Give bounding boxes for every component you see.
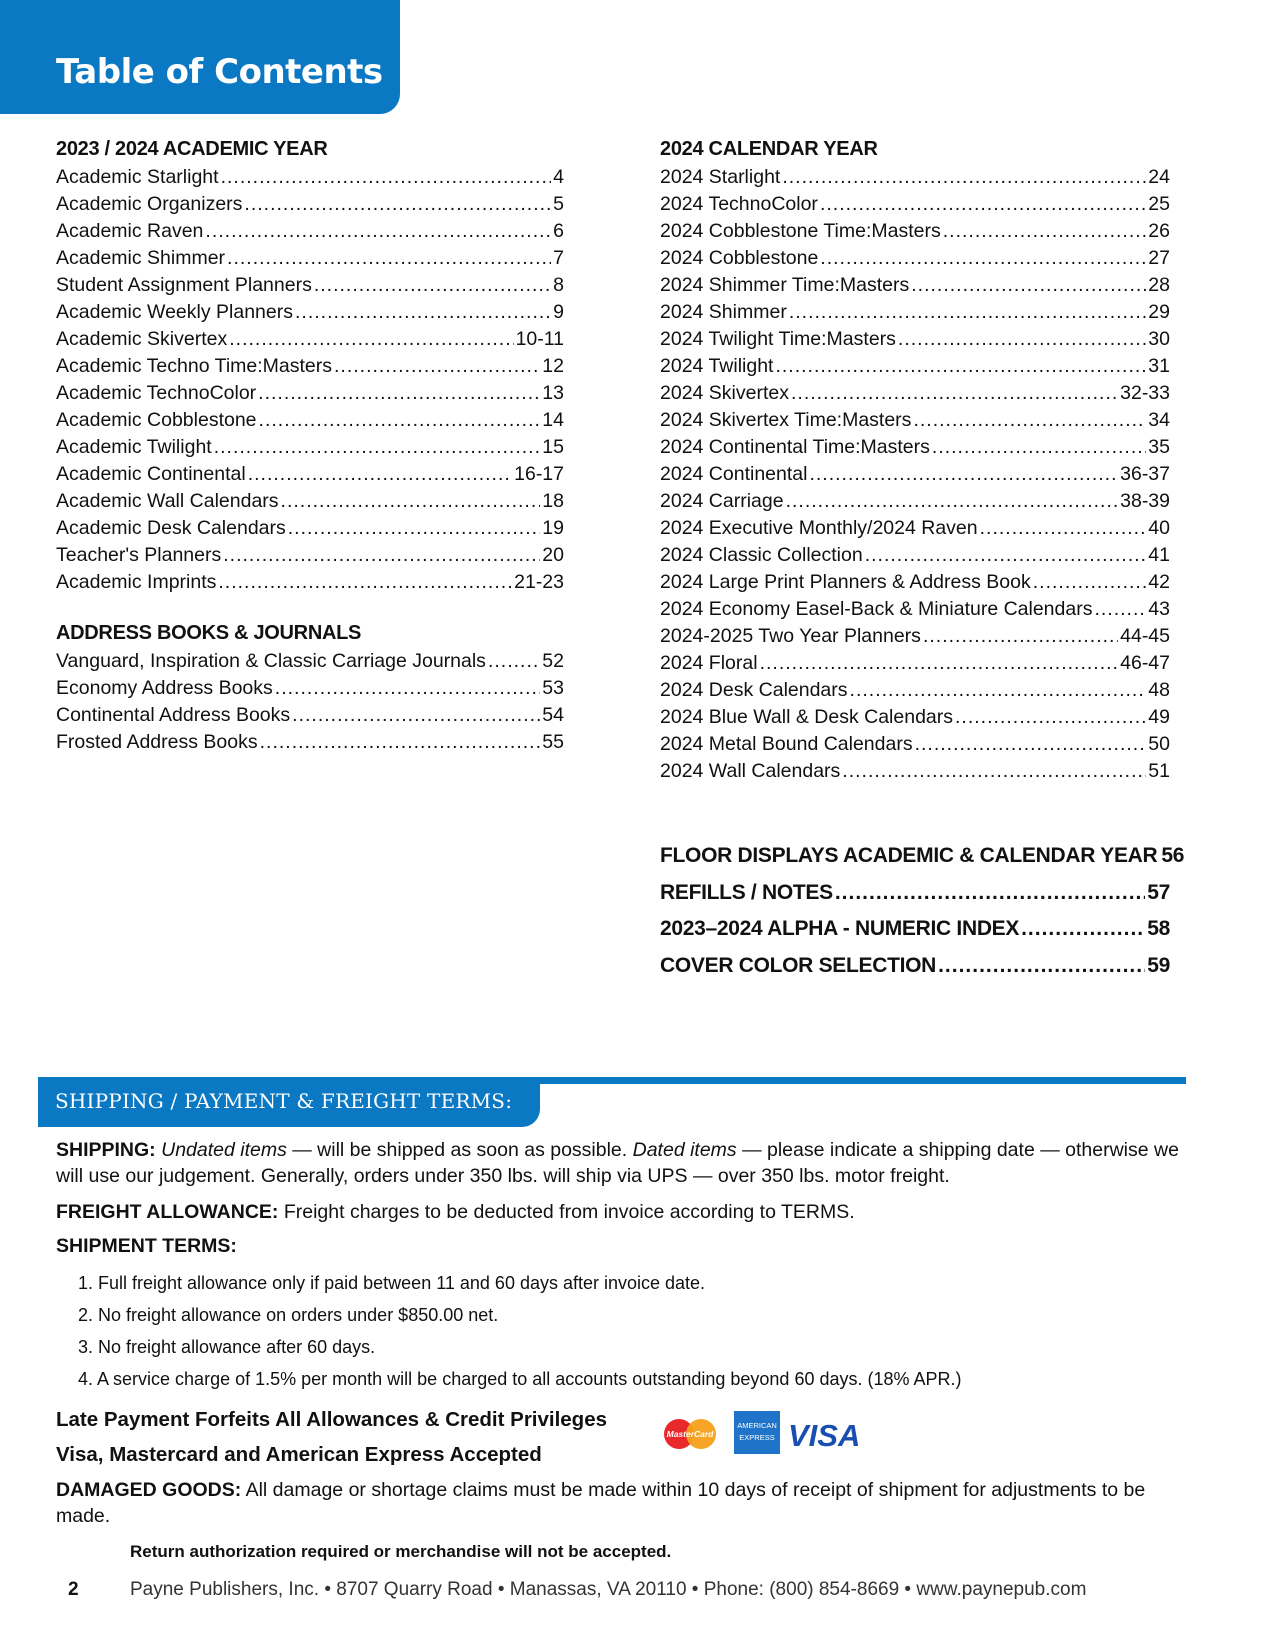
toc-entry-page: 9 <box>553 301 564 323</box>
toc-entry-page: 26 <box>1148 220 1170 242</box>
toc-entry-page: 31 <box>1148 355 1170 377</box>
dot-leader <box>248 461 512 488</box>
toc-entry-page: 18 <box>542 490 564 512</box>
toc-entry-page: 4 <box>553 166 564 188</box>
dot-leader <box>850 677 1147 704</box>
footer-contact: Payne Publishers, Inc. • 8707 Quarry Road • Manassas, VA 20110 • Phone: (800) 854-8669 • www.paynepub.com <box>130 1579 1087 1600</box>
toc-entry <box>660 191 1170 218</box>
toc-entry <box>660 245 1170 272</box>
shipping-label: SHIPPING: <box>56 1139 156 1161</box>
toc-entry-title: 2024 Cobblestone Time:Masters <box>660 220 941 242</box>
dot-leader <box>488 648 540 675</box>
toc-entry-title: Academic Skivertex <box>56 328 228 350</box>
toc-entry-title: Teacher's Planners <box>56 544 222 566</box>
dot-leader <box>932 434 1146 461</box>
toc-entry-title: Continental Address Books <box>56 704 291 726</box>
toc-entry-title: 2024 TechnoColor <box>660 193 818 215</box>
toc-entry <box>660 515 1170 542</box>
toc-entry-title: Academic Cobblestone <box>56 409 257 431</box>
toc-entry-page: 14 <box>542 409 564 431</box>
dot-leader <box>259 407 541 434</box>
toc-entry-page: 57 <box>1147 880 1170 904</box>
toc-entry-page: 40 <box>1148 517 1170 539</box>
toc-entry-title: Academic Shimmer <box>56 247 226 269</box>
toc-entry <box>660 623 1170 650</box>
toc-entry-page: 38-39 <box>1120 490 1170 512</box>
dot-leader <box>898 326 1146 353</box>
undated-label: Undated items <box>161 1139 287 1161</box>
toc-entry-title: Academic Organizers <box>56 193 243 215</box>
toc-entry <box>660 758 1170 785</box>
left-column <box>56 134 564 756</box>
term-item: 2. No freight allowance on orders under $850.00 net. <box>78 1305 499 1325</box>
toc-entry <box>660 407 1170 434</box>
toc-entry-page: 48 <box>1148 679 1170 701</box>
toc-entry-title: 2024 Wall Calendars <box>660 760 841 782</box>
toc-entry <box>660 380 1170 407</box>
toc-entry-title: 2024 Continental Time:Masters <box>660 436 930 458</box>
damaged-label: DAMAGED GOODS: <box>56 1479 242 1501</box>
toc-entry-title: 2024 Blue Wall & Desk Calendars <box>660 706 954 728</box>
toc-entry-page: 21-23 <box>514 571 564 593</box>
toc-entry <box>56 326 564 353</box>
toc-entry-title: Academic Continental <box>56 463 246 485</box>
toc-entry-title: 2024 Starlight <box>660 166 781 188</box>
toc-entry-page: 19 <box>542 517 564 539</box>
dot-leader <box>281 488 541 515</box>
toc-entry-page: 56 <box>1161 844 1185 867</box>
dot-leader <box>980 515 1147 542</box>
dot-leader <box>221 164 552 191</box>
toc-entry-title: 2024 Shimmer <box>660 301 787 323</box>
toc-entry <box>56 488 564 515</box>
shipping-terms <box>56 1137 1186 1529</box>
toc-entry <box>56 648 564 675</box>
toc-entry-title: 2024 Metal Bound Calendars <box>660 733 913 755</box>
damaged-text: All damage or shortage claims must be made within 10 days of receipt of shipment for adjustments to be made. <box>56 1479 1146 1527</box>
amex-wordmark-bottom: EXPRESS <box>739 1433 775 1442</box>
address-heading: ADDRESS BOOKS & JOURNALS <box>56 622 362 644</box>
dot-leader <box>782 164 1146 191</box>
toc-entry <box>660 677 1170 704</box>
toc-entry-title: Academic Desk Calendars <box>56 517 286 539</box>
toc-entry <box>56 675 564 702</box>
dot-leader <box>911 272 1146 299</box>
dot-leader <box>260 729 541 756</box>
toc-entry-title: 2024 Carriage <box>660 490 784 512</box>
toc-entry <box>660 272 1170 299</box>
dot-leader <box>244 191 551 218</box>
toc-entry-title: Vanguard, Inspiration & Classic Carriage Journals <box>56 650 486 672</box>
toc-entry-page: 30 <box>1148 328 1170 350</box>
freight-text: Freight charges to be deducted from invoice according to TERMS. <box>278 1201 855 1223</box>
toc-entry-title: Academic Wall Calendars <box>56 490 279 512</box>
toc-entry <box>56 245 564 272</box>
dot-leader <box>1021 911 1145 948</box>
toc-entry <box>660 164 1170 191</box>
dot-leader <box>218 569 512 596</box>
term-item: 1. Full freight allowance only if paid between 11 and 60 days after invoice date. <box>78 1273 706 1293</box>
bold-index-list <box>660 838 1185 984</box>
toc-entry <box>56 515 564 542</box>
toc-entry-page: 29 <box>1148 301 1170 323</box>
toc-entry-page: 42 <box>1148 571 1170 593</box>
dot-leader <box>775 353 1146 380</box>
toc-entry-page: 32-33 <box>1120 382 1170 404</box>
toc-entry <box>56 353 564 380</box>
toc-entry-title: 2024-2025 Two Year Planners <box>660 625 921 647</box>
toc-entry-title: Student Assignment Planners <box>56 274 312 296</box>
dot-leader <box>275 675 541 702</box>
dot-leader <box>835 875 1145 912</box>
toc-entry-title: 2024 Floral <box>660 652 758 674</box>
toc-entry <box>56 407 564 434</box>
toc-entry-page: 27 <box>1148 247 1170 269</box>
toc-entry <box>56 272 564 299</box>
toc-entry-title: COVER COLOR SELECTION <box>660 953 937 977</box>
toc-entry <box>56 164 564 191</box>
address-list <box>56 648 564 756</box>
visa-wordmark: VISA <box>788 1418 861 1453</box>
toc-entry-page: 41 <box>1148 544 1170 566</box>
toc-entry <box>56 542 564 569</box>
toc-entry-page: 43 <box>1148 598 1170 620</box>
dot-leader <box>923 623 1118 650</box>
shipping-tab <box>38 1077 540 1127</box>
toc-entry <box>660 838 1185 875</box>
shipping-heading: SHIPPING / PAYMENT & FREIGHT TERMS: <box>55 1089 513 1113</box>
dot-leader <box>915 731 1147 758</box>
terms-label-text: SHIPMENT TERMS: <box>56 1235 237 1257</box>
toc-entry-page: 28 <box>1148 274 1170 296</box>
toc-entry-page: 7 <box>553 247 564 269</box>
toc-entry <box>660 299 1170 326</box>
dot-leader <box>334 353 540 380</box>
toc-entry <box>660 911 1170 948</box>
toc-entry-title: Economy Address Books <box>56 677 273 699</box>
dot-leader <box>913 407 1146 434</box>
toc-entry-title: Academic Weekly Planners <box>56 301 293 323</box>
toc-entry-page: 36-37 <box>1120 463 1170 485</box>
toc-entry-page: 5 <box>553 193 564 215</box>
dot-leader <box>295 299 551 326</box>
dot-leader <box>820 245 1146 272</box>
dot-leader <box>258 380 540 407</box>
dot-leader <box>314 272 551 299</box>
toc-entry-page: 20 <box>542 544 564 566</box>
toc-entry-title: Academic Twilight <box>56 436 212 458</box>
undated-text: — will be shipped as soon as possible. <box>286 1139 633 1161</box>
toc-entry <box>660 542 1170 569</box>
toc-entry-page: 12 <box>542 355 564 377</box>
dot-leader <box>789 299 1146 326</box>
return-note: Return authorization required or merchandise will not be accepted. <box>130 1542 672 1561</box>
toc-entry-title: Academic Raven <box>56 220 204 242</box>
toc-entry-title: 2024 Classic Collection <box>660 544 863 566</box>
dot-leader <box>943 218 1147 245</box>
late-payment: Late Payment Forfeits All Allowances & Credit Privileges <box>56 1408 608 1431</box>
toc-entry-title: 2024 Economy Easel-Back & Miniature Calendars <box>660 598 1093 620</box>
right-column <box>660 134 1170 785</box>
toc-entry-page: 58 <box>1147 917 1170 940</box>
toc-entry-title: 2023–2024 ALPHA - NUMERIC INDEX <box>660 917 1020 940</box>
toc-entry-page: 13 <box>542 382 564 404</box>
toc-entry-title: Academic Starlight <box>56 166 219 188</box>
toc-entry-page: 34 <box>1148 409 1170 431</box>
toc-entry-title: 2024 Shimmer Time:Masters <box>660 274 910 296</box>
header-tab <box>0 0 400 114</box>
academic-list <box>56 164 564 596</box>
toc-entry <box>660 948 1170 985</box>
toc-entry <box>56 702 564 729</box>
freight-label: FREIGHT ALLOWANCE: <box>56 1201 279 1223</box>
toc-entry <box>660 731 1170 758</box>
toc-entry <box>56 569 564 596</box>
dot-leader <box>791 380 1118 407</box>
toc-entry <box>56 191 564 218</box>
dot-leader <box>229 326 513 353</box>
toc-entry <box>660 650 1170 677</box>
toc-entry-title: 2024 Twilight Time:Masters <box>660 328 896 350</box>
toc-entry-title: 2024 Executive Monthly/2024 Raven <box>660 517 978 539</box>
toc-entry <box>660 488 1170 515</box>
term-item: 3. No freight allowance after 60 days. <box>78 1337 376 1357</box>
toc-entry-title: REFILLS / NOTES <box>660 880 833 904</box>
toc-entry-page: 6 <box>553 220 564 242</box>
toc-entry-title: Academic Techno Time:Masters <box>56 355 332 377</box>
shipping-paragraph <box>56 1137 1186 1189</box>
toc-entry-page: 25 <box>1148 193 1170 215</box>
dot-leader <box>292 702 540 729</box>
toc-entry <box>56 218 564 245</box>
payment-cards <box>664 1410 884 1454</box>
cards-accepted: Visa, Mastercard and American Express Accepted <box>56 1443 542 1466</box>
dot-leader <box>809 461 1118 488</box>
dot-leader <box>955 704 1146 731</box>
toc-entry-page: 53 <box>542 677 564 699</box>
toc-entry <box>660 875 1170 912</box>
toc-entry <box>660 596 1170 623</box>
toc-entry-page: 8 <box>553 274 564 296</box>
dot-leader <box>1094 596 1146 623</box>
toc-entry-page: 50 <box>1148 733 1170 755</box>
dot-leader <box>938 948 1145 985</box>
page-title: Table of Contents <box>56 52 383 92</box>
toc-entry-page: 16-17 <box>514 463 564 485</box>
dot-leader <box>227 245 551 272</box>
toc-entry <box>660 326 1170 353</box>
toc-entry <box>660 434 1170 461</box>
toc-entry-title: 2024 Cobblestone <box>660 247 819 269</box>
term-item: 4. A service charge of 1.5% per month will be charged to all accounts outstanding beyond 60 days. (18% APR.) <box>78 1369 962 1389</box>
toc-entry-page: 54 <box>542 704 564 726</box>
amex-wordmark-top: AMERICAN <box>737 1421 777 1430</box>
dot-leader <box>760 650 1119 677</box>
toc-entry-title: FLOOR DISPLAYS ACADEMIC & CALENDAR YEAR <box>660 844 1158 867</box>
toc-entry <box>56 299 564 326</box>
toc-entry-page: 15 <box>542 436 564 458</box>
toc-entry-title: Academic Imprints <box>56 571 217 593</box>
toc-entry-title: Academic TechnoColor <box>56 382 257 404</box>
toc-entry-page: 49 <box>1148 706 1170 728</box>
dot-leader <box>842 758 1146 785</box>
dot-leader <box>865 542 1147 569</box>
toc-entry <box>660 569 1170 596</box>
page-number: 2 <box>68 1579 79 1600</box>
dot-leader <box>214 434 541 461</box>
academic-heading: 2023 / 2024 ACADEMIC YEAR <box>56 138 328 160</box>
toc-entry-title: Frosted Address Books <box>56 731 258 753</box>
toc-entry-title: 2024 Skivertex Time:Masters <box>660 409 912 431</box>
dot-leader <box>223 542 540 569</box>
toc-entry-title: 2024 Twilight <box>660 355 774 377</box>
toc-entry-title: 2024 Large Print Planners & Address Book <box>660 571 1031 593</box>
toc-entry-page: 55 <box>542 731 564 753</box>
toc-entry-page: 10-11 <box>515 328 564 350</box>
toc-entry <box>660 704 1170 731</box>
toc-entry-title: 2024 Skivertex <box>660 382 789 404</box>
dot-leader <box>1033 569 1147 596</box>
toc-entry <box>660 218 1170 245</box>
toc-entry <box>56 434 564 461</box>
visa-icon <box>788 1418 860 1453</box>
damaged-paragraph <box>56 1477 1186 1529</box>
toc-entry-page: 35 <box>1148 436 1170 458</box>
toc-entry <box>660 353 1170 380</box>
mastercard-icon <box>664 1419 716 1449</box>
toc-entry-page: 44-45 <box>1120 625 1170 647</box>
calendar-list <box>660 164 1170 785</box>
terms-list <box>78 1267 1186 1395</box>
toc-entry-page: 52 <box>542 650 564 672</box>
toc-entry-page: 46-47 <box>1120 652 1170 674</box>
calendar-heading: 2024 CALENDAR YEAR <box>660 138 878 160</box>
toc-entry-page: 59 <box>1147 953 1170 977</box>
terms-label <box>56 1233 1186 1259</box>
toc-entry <box>56 729 564 756</box>
dot-leader <box>288 515 541 542</box>
dated-text: — please indicate a shipping date — otherwise we will use our judgement. Generally, orders under 350 lbs. will ship via UPS — over 350 lbs. motor freight. <box>56 1139 1179 1187</box>
toc-entry-title: 2024 Continental <box>660 463 808 485</box>
dot-leader <box>786 488 1119 515</box>
toc-entry <box>56 380 564 407</box>
dated-label: Dated items <box>632 1139 737 1161</box>
dot-leader <box>820 191 1146 218</box>
toc-entry-page: 24 <box>1148 166 1170 188</box>
toc-entry-title: 2024 Desk Calendars <box>660 679 848 701</box>
dot-leader <box>205 218 551 245</box>
toc-entry <box>660 461 1170 488</box>
mastercard-wordmark: MasterCard <box>666 1429 714 1439</box>
toc-entry <box>56 461 564 488</box>
toc-entry-page: 51 <box>1148 760 1170 782</box>
freight-paragraph <box>56 1199 1186 1225</box>
amex-icon <box>734 1411 780 1454</box>
